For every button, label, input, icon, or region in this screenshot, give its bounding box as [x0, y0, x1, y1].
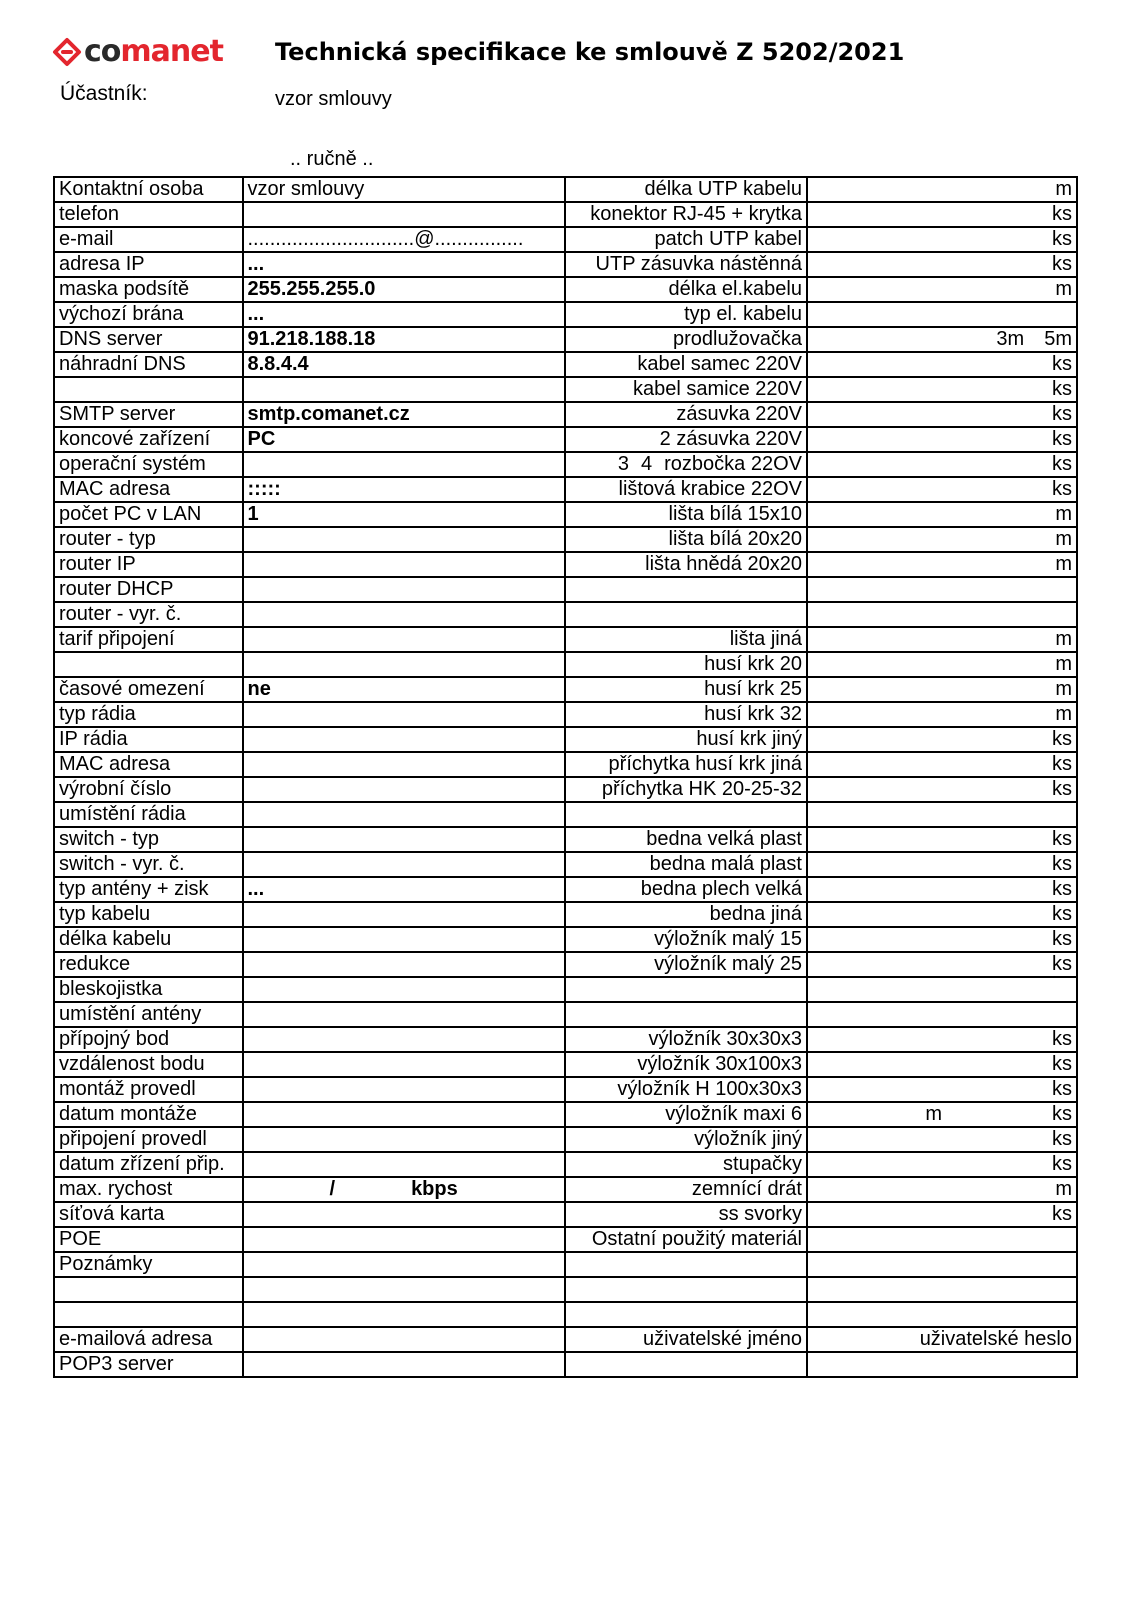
field-value[interactable]: [243, 1202, 566, 1227]
quantity-unit[interactable]: ks: [807, 1127, 1077, 1152]
field-label: Poznámky: [54, 1252, 243, 1277]
comanet-logo-icon: [52, 37, 82, 67]
field-label: časové omezení: [54, 677, 243, 702]
field-value[interactable]: [243, 1027, 566, 1052]
field-label: MAC adresa: [54, 477, 243, 502]
manual-note: .. ručně ..: [290, 148, 374, 170]
field-label: typ rádia: [54, 702, 243, 727]
quantity-unit[interactable]: [807, 1252, 1077, 1277]
table-row: [54, 1052, 1077, 1077]
field-value[interactable]: 8.8.4.4: [243, 352, 566, 377]
material-item: patch UTP kabel: [565, 227, 806, 252]
quantity-unit[interactable]: ks: [807, 352, 1077, 377]
field-value[interactable]: [243, 777, 566, 802]
field-label: router DHCP: [54, 577, 243, 602]
material-item: [565, 1302, 806, 1327]
table-row: [54, 1352, 1077, 1377]
quantity-unit[interactable]: ks: [807, 927, 1077, 952]
field-label: router - typ: [54, 527, 243, 552]
material-item: délka UTP kabelu: [565, 177, 806, 202]
field-label: tarif připojení: [54, 627, 243, 652]
quantity-unit[interactable]: ks: [807, 377, 1077, 402]
material-item: výložník jiný: [565, 1127, 806, 1152]
quantity-unit[interactable]: [807, 1227, 1077, 1252]
quantity-unit[interactable]: ks: [807, 752, 1077, 777]
table-row: [54, 277, 1077, 302]
quantity-unit[interactable]: m: [807, 702, 1077, 727]
table-row: [54, 302, 1077, 327]
quantity-unit[interactable]: m: [807, 652, 1077, 677]
participant-label: Účastník:: [60, 82, 148, 105]
field-value[interactable]: [243, 1102, 566, 1127]
field-value[interactable]: [243, 1352, 566, 1377]
field-value[interactable]: [243, 377, 566, 402]
table-row: [54, 402, 1077, 427]
table-row: [54, 1227, 1077, 1252]
material-item: lišta bílá 20x20: [565, 527, 806, 552]
table-row: [54, 977, 1077, 1002]
table-row: [54, 1277, 1077, 1302]
field-value[interactable]: [243, 952, 566, 977]
field-value[interactable]: [243, 1052, 566, 1077]
material-item: bedna velká plast: [565, 827, 806, 852]
material-item: [565, 1002, 806, 1027]
field-value[interactable]: [243, 927, 566, 952]
material-item: zemnící drát: [565, 1177, 806, 1202]
field-value[interactable]: 1: [243, 502, 566, 527]
material-item: výložník 30x100x3: [565, 1052, 806, 1077]
field-value[interactable]: [243, 977, 566, 1002]
quantity-unit[interactable]: ks: [807, 902, 1077, 927]
material-item: výložník maxi 6: [565, 1102, 806, 1127]
material-item: příchytka husí krk jiná: [565, 752, 806, 777]
field-value[interactable]: vzor smlouvy: [243, 177, 566, 202]
quantity-unit[interactable]: ks: [807, 202, 1077, 227]
field-label: switch - typ: [54, 827, 243, 852]
field-value[interactable]: ...: [243, 252, 566, 277]
table-row: [54, 177, 1077, 202]
table-row: [54, 1077, 1077, 1102]
field-value[interactable]: [243, 527, 566, 552]
quantity-unit[interactable]: ks: [807, 777, 1077, 802]
field-label: router - vyr. č.: [54, 602, 243, 627]
quantity-unit[interactable]: ks: [807, 402, 1077, 427]
field-value[interactable]: [243, 1152, 566, 1177]
table-row: [54, 1002, 1077, 1027]
field-label: SMTP server: [54, 402, 243, 427]
material-item: výložník malý 25: [565, 952, 806, 977]
material-item: stupačky: [565, 1152, 806, 1177]
field-label: redukce: [54, 952, 243, 977]
material-item: výložník H 100x30x3: [565, 1077, 806, 1102]
material-item: [565, 602, 806, 627]
field-label: počet PC v LAN: [54, 502, 243, 527]
field-value[interactable]: 255.255.255.0: [243, 277, 566, 302]
field-value[interactable]: ne: [243, 677, 566, 702]
quantity-unit[interactable]: uživatelské heslo: [807, 1327, 1077, 1352]
field-value[interactable]: [243, 652, 566, 677]
field-value[interactable]: [243, 1252, 566, 1277]
quantity-unit[interactable]: [807, 577, 1077, 602]
field-label: [54, 1277, 243, 1302]
material-item: [565, 977, 806, 1002]
field-label: výchozí brána: [54, 302, 243, 327]
table-row: [54, 702, 1077, 727]
quantity-unit[interactable]: m: [807, 527, 1077, 552]
quantity-unit[interactable]: ks: [807, 1027, 1077, 1052]
field-label: telefon: [54, 202, 243, 227]
material-item: délka el.kabelu: [565, 277, 806, 302]
field-label: bleskojistka: [54, 977, 243, 1002]
quantity-unit[interactable]: [807, 302, 1077, 327]
quantity-unit[interactable]: ks: [807, 477, 1077, 502]
item-option-b: 4: [640, 453, 653, 475]
field-label: [54, 1302, 243, 1327]
field-value[interactable]: ..............................@................: [243, 227, 566, 252]
table-row: [54, 727, 1077, 752]
field-label: adresa IP: [54, 252, 243, 277]
material-item: husí krk jiný: [565, 727, 806, 752]
table-row: [54, 927, 1077, 952]
material-item: kabel samec 220V: [565, 352, 806, 377]
field-label: POP3 server: [54, 1352, 243, 1377]
material-item: ss svorky: [565, 1202, 806, 1227]
quantity-unit[interactable]: [807, 1302, 1077, 1327]
material-item: zásuvka 220V: [565, 402, 806, 427]
field-value[interactable]: [243, 1077, 566, 1102]
material-item: kabel samice 220V: [565, 377, 806, 402]
field-label: vzdálenost bodu: [54, 1052, 243, 1077]
table-row: [54, 252, 1077, 277]
table-row: [54, 1327, 1077, 1352]
material-item: [565, 452, 806, 477]
table-row: [54, 327, 1077, 352]
table-row: [54, 602, 1077, 627]
table-row: [54, 652, 1077, 677]
field-label: maska podsítě: [54, 277, 243, 302]
field-value[interactable]: [243, 752, 566, 777]
table-row: [54, 952, 1077, 977]
unit-extra: 3m: [996, 328, 1025, 350]
material-item: husí krk 25: [565, 677, 806, 702]
table-row: [54, 1177, 1077, 1202]
field-label: operační systém: [54, 452, 243, 477]
material-item: Ostatní použitý materiál: [565, 1227, 806, 1252]
field-value[interactable]: [243, 202, 566, 227]
table-row: [54, 427, 1077, 452]
material-item: lišta jiná: [565, 627, 806, 652]
field-label: koncové zařízení: [54, 427, 243, 452]
field-label: datum montáže: [54, 1102, 243, 1127]
quantity-unit[interactable]: m: [807, 177, 1077, 202]
table-row: [54, 577, 1077, 602]
material-item: bedna jiná: [565, 902, 806, 927]
field-label: přípojný bod: [54, 1027, 243, 1052]
quantity-unit[interactable]: m: [807, 1177, 1077, 1202]
table-row: [54, 227, 1077, 252]
material-item: výložník 30x30x3: [565, 1027, 806, 1052]
quantity-unit[interactable]: m: [807, 677, 1077, 702]
material-item: výložník malý 15: [565, 927, 806, 952]
field-value[interactable]: [243, 602, 566, 627]
field-label: Kontaktní osoba: [54, 177, 243, 202]
quantity-unit[interactable]: ks: [807, 877, 1077, 902]
field-value[interactable]: [243, 452, 566, 477]
field-value[interactable]: [243, 702, 566, 727]
table-row: [54, 1302, 1077, 1327]
field-label: DNS server: [54, 327, 243, 352]
field-value[interactable]: [243, 1177, 566, 1202]
table-row: [54, 902, 1077, 927]
material-item: [565, 1252, 806, 1277]
field-label: typ kabelu: [54, 902, 243, 927]
table-row: [54, 202, 1077, 227]
unit-label: 5m: [1044, 328, 1072, 350]
item-label: rozbočka 22OV: [664, 453, 802, 475]
material-item: lišta bílá 15x10: [565, 502, 806, 527]
field-value[interactable]: [243, 727, 566, 752]
table-row: [54, 1127, 1077, 1152]
quantity-unit[interactable]: ks: [807, 1202, 1077, 1227]
material-item: husí krk 20: [565, 652, 806, 677]
field-label: MAC adresa: [54, 752, 243, 777]
material-item: konektor RJ-45 + krytka: [565, 202, 806, 227]
field-label: typ antény + zisk: [54, 877, 243, 902]
quantity-unit[interactable]: ks: [807, 1052, 1077, 1077]
field-label: náhradní DNS: [54, 352, 243, 377]
comanet-logo: [52, 34, 223, 70]
table-row: [54, 1252, 1077, 1277]
unit-extra: m: [925, 1103, 942, 1125]
table-row: [54, 752, 1077, 777]
field-value[interactable]: PC: [243, 427, 566, 452]
material-item: [565, 1352, 806, 1377]
speed-unit: kbps: [411, 1178, 458, 1200]
field-label: síťová karta: [54, 1202, 243, 1227]
quantity-unit[interactable]: ks: [807, 827, 1077, 852]
field-value[interactable]: [243, 1227, 566, 1252]
table-row: [54, 1152, 1077, 1177]
quantity-unit[interactable]: ks: [807, 727, 1077, 752]
field-label: umístění antény: [54, 1002, 243, 1027]
field-label: délka kabelu: [54, 927, 243, 952]
field-value[interactable]: smtp.comanet.cz: [243, 402, 566, 427]
material-item: husí krk 32: [565, 702, 806, 727]
quantity-unit[interactable]: ks: [807, 1077, 1077, 1102]
field-value[interactable]: [243, 1002, 566, 1027]
document-title: Technická specifikace ke smlouvě Z 5202/2021: [275, 38, 905, 66]
table-row: [54, 827, 1077, 852]
material-item: příchytka HK 20-25-32: [565, 777, 806, 802]
field-label: [54, 652, 243, 677]
material-item: bedna malá plast: [565, 852, 806, 877]
field-value[interactable]: [243, 1277, 566, 1302]
field-label: datum zřízení přip.: [54, 1152, 243, 1177]
field-value[interactable]: [243, 627, 566, 652]
quantity-unit[interactable]: ks: [807, 252, 1077, 277]
quantity-unit[interactable]: [807, 327, 1077, 352]
quantity-unit[interactable]: [807, 802, 1077, 827]
field-label: e-mailová adresa: [54, 1327, 243, 1352]
material-item: prodlužovačka: [565, 327, 806, 352]
table-row: [54, 877, 1077, 902]
field-label: POE: [54, 1227, 243, 1252]
field-label: router IP: [54, 552, 243, 577]
field-value[interactable]: 91.218.188.18: [243, 327, 566, 352]
quantity-unit[interactable]: m: [807, 277, 1077, 302]
field-value[interactable]: ...: [243, 877, 566, 902]
table-row: [54, 627, 1077, 652]
material-item: [565, 802, 806, 827]
field-value[interactable]: [243, 1127, 566, 1152]
material-item: uživatelské jméno: [565, 1327, 806, 1352]
table-row: [54, 502, 1077, 527]
quantity-unit[interactable]: m: [807, 552, 1077, 577]
field-value[interactable]: :::::: [243, 477, 566, 502]
table-row: [54, 452, 1077, 477]
table-row: [54, 1202, 1077, 1227]
field-value[interactable]: [243, 902, 566, 927]
material-item: UTP zásuvka nástěnná: [565, 252, 806, 277]
material-item: bedna plech velká: [565, 877, 806, 902]
quantity-unit[interactable]: [807, 1002, 1077, 1027]
logo-wordmark: comanet: [84, 34, 223, 69]
field-value[interactable]: [243, 1327, 566, 1352]
quantity-unit[interactable]: ks: [807, 852, 1077, 877]
table-row: [54, 802, 1077, 827]
field-label: IP rádia: [54, 727, 243, 752]
participant-value: vzor smlouvy: [275, 88, 392, 110]
speed-separator: /: [329, 1178, 336, 1200]
quantity-unit[interactable]: ks: [807, 427, 1077, 452]
unit-label: ks: [1052, 1103, 1072, 1125]
field-value[interactable]: [243, 802, 566, 827]
item-option-a: 3: [617, 453, 629, 475]
field-value[interactable]: [243, 577, 566, 602]
table-row: [54, 777, 1077, 802]
field-label: výrobní číslo: [54, 777, 243, 802]
table-row: [54, 477, 1077, 502]
field-label: switch - vyr. č.: [54, 852, 243, 877]
table-row: [54, 527, 1077, 552]
material-item: lišta hnědá 20x20: [565, 552, 806, 577]
specification-table: [53, 176, 1078, 1378]
quantity-unit[interactable]: [807, 1102, 1077, 1127]
table-row: [54, 1102, 1077, 1127]
table-row: [54, 852, 1077, 877]
material-item: lištová krabice 22OV: [565, 477, 806, 502]
table-row: [54, 552, 1077, 577]
quantity-unit[interactable]: [807, 602, 1077, 627]
table-row: [54, 677, 1077, 702]
table-row: [54, 377, 1077, 402]
field-label: připojení provedl: [54, 1127, 243, 1152]
quantity-unit[interactable]: [807, 1277, 1077, 1302]
field-label: umístění rádia: [54, 802, 243, 827]
field-label: montáž provedl: [54, 1077, 243, 1102]
field-value[interactable]: [243, 1302, 566, 1327]
quantity-unit[interactable]: ks: [807, 1152, 1077, 1177]
field-value[interactable]: [243, 552, 566, 577]
table-row: [54, 352, 1077, 377]
quantity-unit[interactable]: ks: [807, 952, 1077, 977]
quantity-unit[interactable]: ks: [807, 227, 1077, 252]
material-item: [565, 1277, 806, 1302]
table-row: [54, 1027, 1077, 1052]
quantity-unit[interactable]: [807, 1352, 1077, 1377]
field-value[interactable]: [243, 827, 566, 852]
field-label: [54, 377, 243, 402]
material-item: typ el. kabelu: [565, 302, 806, 327]
field-value[interactable]: [243, 852, 566, 877]
quantity-unit[interactable]: m: [807, 627, 1077, 652]
material-item: 2 zásuvka 220V: [565, 427, 806, 452]
field-label: max. rychost: [54, 1177, 243, 1202]
field-label: e-mail: [54, 227, 243, 252]
quantity-unit[interactable]: ks: [807, 452, 1077, 477]
field-value[interactable]: ...: [243, 302, 566, 327]
material-item: [565, 577, 806, 602]
quantity-unit[interactable]: m: [807, 502, 1077, 527]
quantity-unit[interactable]: [807, 977, 1077, 1002]
